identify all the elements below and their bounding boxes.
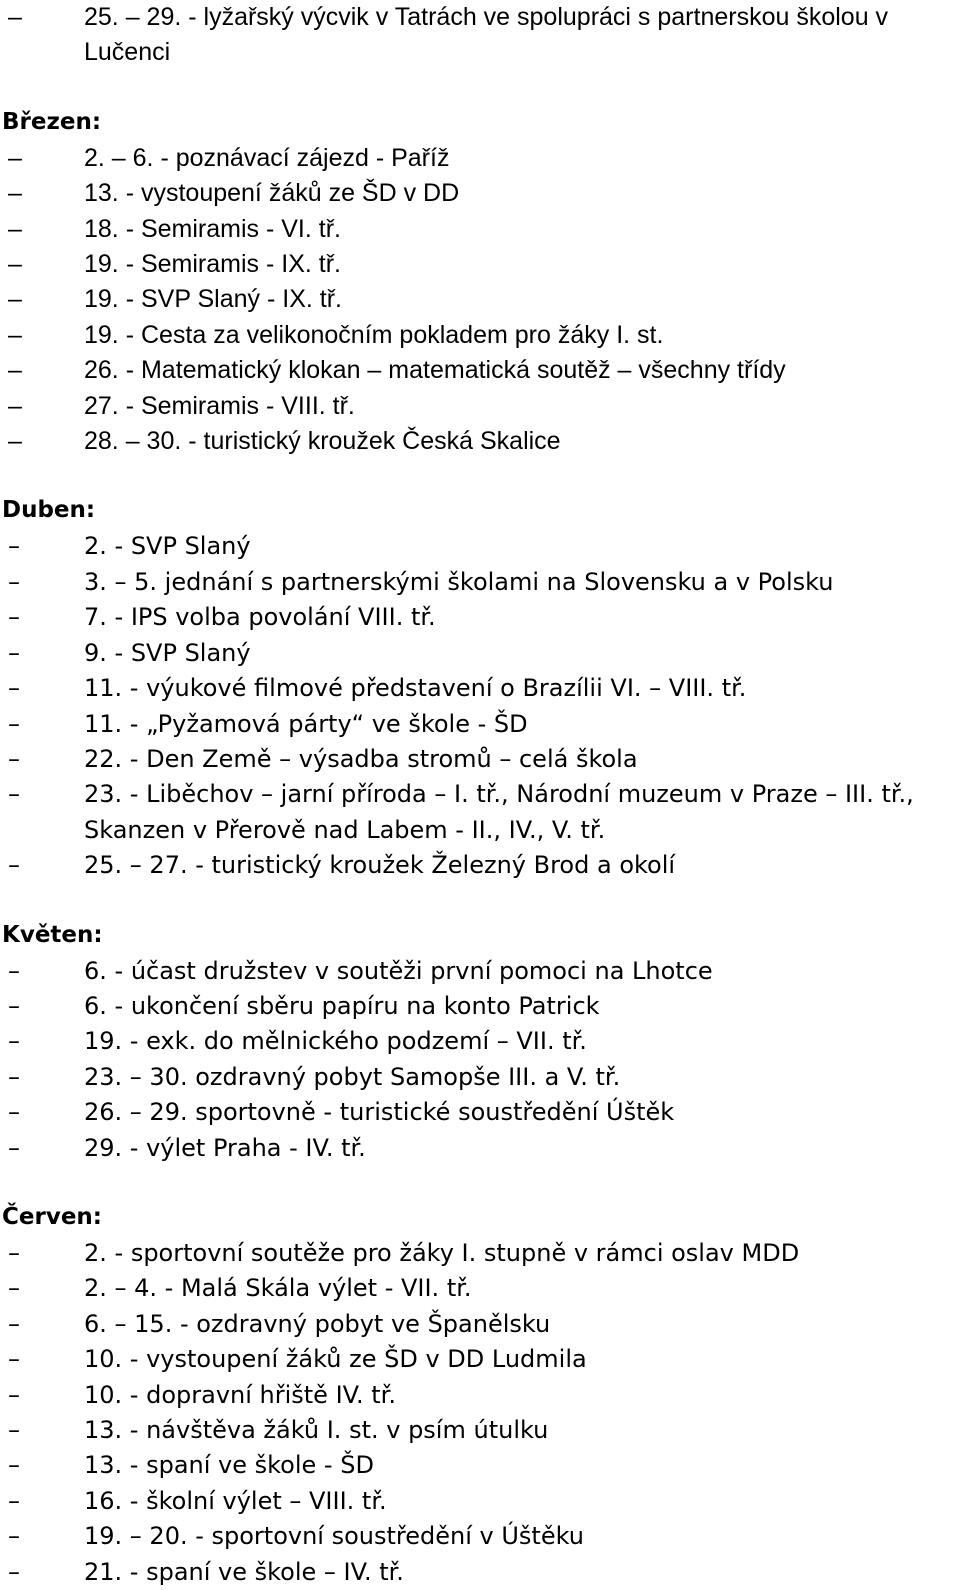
bullet-dash: – <box>8 956 20 985</box>
list-item <box>0 1342 960 1377</box>
bullet-dash: – <box>8 1345 20 1374</box>
section-gap <box>0 459 960 495</box>
bullet-dash: – <box>8 250 22 279</box>
bullet-dash: – <box>8 1238 20 1267</box>
bullet-dash: – <box>8 320 22 349</box>
list-item-text: 26. - Matematický klokan – matematická soutěž – všechny třídy <box>84 356 786 385</box>
list-item-text: 19. – 20. - sportovní soustředění v Úštěku <box>84 1522 584 1551</box>
bullet-dash: – <box>8 1062 20 1091</box>
list-item <box>0 671 960 706</box>
list-item-text: 26. – 29. sportovně - turistické soustředění Úštěk <box>84 1098 675 1127</box>
list-item-text: 11. - výukové filmové představení o Brazílii VI. – VIII. tř. <box>84 674 747 703</box>
bullet-dash: – <box>8 1380 20 1409</box>
bullet-dash: – <box>8 780 20 809</box>
list-item <box>0 1413 960 1448</box>
list-item-text: 7. - IPS volba povolání VIII. tř. <box>84 603 436 632</box>
list-item-text: 18. - Semiramis - VI. tř. <box>84 214 341 243</box>
list-item-text: 2. - SVP Slaný <box>84 532 251 561</box>
list-item <box>0 1271 960 1306</box>
list-item <box>0 1131 960 1166</box>
list-item <box>0 954 960 989</box>
section-heading: Březen: <box>2 108 102 135</box>
list-item-text: 6. - účast družstev v soutěži první pomoci na Lhotce <box>84 956 713 985</box>
bullet-dash: – <box>8 532 20 561</box>
list-item <box>0 1307 960 1342</box>
bullet-dash: – <box>8 1522 20 1551</box>
list-item-text: 23. - Liběchov – jarní příroda – I. tř., Národní muzeum v Praze – III. tř., Skanzen v Přerově nad Labem - II., IV., V. tř. <box>84 780 914 844</box>
bullet-dash: – <box>8 391 22 420</box>
list-item <box>0 600 960 635</box>
list-item <box>0 848 960 883</box>
list-item-text: 25. – 29. - lyžařský výcvik v Tatrách ve spolupráci s partnerskou školou v Lučenci <box>84 3 889 67</box>
list-item-text: 13. - vystoupení žáků ze ŠD v DD <box>84 179 460 208</box>
list-item-text: 6. - ukončení sběru papíru na konto Patrick <box>84 991 600 1020</box>
section <box>0 459 960 883</box>
list-item <box>0 529 960 564</box>
bullet-dash: – <box>8 214 22 243</box>
bullet-dash: – <box>8 427 22 456</box>
list-item <box>0 1095 960 1130</box>
bullet-dash: – <box>8 991 20 1020</box>
list-item <box>0 989 960 1024</box>
bullet-dash: – <box>8 1309 20 1338</box>
list-item-text: 11. - „Pyžamová párty“ ve škole - ŠD <box>84 709 528 738</box>
list-item-text: 13. - návštěva žáků I. st. v psím útulku <box>84 1416 549 1444</box>
bullet-dash: – <box>8 1274 20 1303</box>
list-item <box>0 1484 960 1519</box>
list-item <box>0 1519 960 1554</box>
list-item <box>0 707 960 742</box>
list-item-text: 2. - sportovní soutěže pro žáky I. stupně v rámci oslav MDD <box>84 1238 800 1267</box>
bullet-dash: – <box>8 3 22 31</box>
list-item <box>0 565 960 600</box>
list-item-text: 3. – 5. jednání s partnerskými školami na Slovensku a v Polsku <box>84 567 834 596</box>
bullet-dash: – <box>8 1486 20 1515</box>
list-item-text: 19. - Semiramis - IX. tř. <box>84 250 341 279</box>
list-item <box>0 176 960 211</box>
bullet-dash: – <box>8 744 20 773</box>
list-item <box>0 1378 960 1413</box>
list-item <box>0 247 960 282</box>
bullet-dash: – <box>8 638 20 667</box>
list-item-text: 23. – 30. ozdravný pobyt Samopše III. a V. tř. <box>84 1062 621 1091</box>
bullet-dash: – <box>8 1133 20 1162</box>
section-gap <box>0 884 960 920</box>
bullet-dash: – <box>8 709 20 738</box>
list-item-text: 2. – 6. - poznávací zájezd - Paříž <box>84 143 450 172</box>
list-item <box>0 1060 960 1095</box>
list-item-text: 27. - Semiramis - VIII. tř. <box>84 391 355 420</box>
bullet-dash: – <box>8 674 20 703</box>
list-item <box>0 1236 960 1271</box>
list-item-text: 25. – 27. - turistický kroužek Železný Brod a okolí <box>84 851 676 880</box>
list-item <box>0 424 960 459</box>
section-heading: Červen: <box>2 1203 102 1230</box>
bullet-dash: – <box>8 285 22 314</box>
list-item <box>0 318 960 353</box>
section <box>0 0 960 71</box>
bullet-dash: – <box>8 143 22 172</box>
section-heading: Květen: <box>2 921 103 948</box>
list-item-text: 28. – 30. - turistický kroužek Česká Skalice <box>84 427 561 456</box>
bullet-dash: – <box>8 356 22 385</box>
bullet-dash: – <box>8 1027 20 1056</box>
bullet-dash: – <box>8 567 20 596</box>
list-item <box>0 389 960 424</box>
list-item-text: 2. – 4. - Malá Skála výlet - VII. tř. <box>84 1274 472 1303</box>
bullet-dash: – <box>8 603 20 632</box>
list-item-text: 19. - exk. do mělnického podzemí – VII. tř. <box>84 1027 587 1056</box>
section <box>0 884 960 1166</box>
section-gap <box>0 71 960 107</box>
section-heading: Duben: <box>2 497 96 524</box>
list-item-text: 29. - výlet Praha - IV. tř. <box>84 1133 366 1162</box>
list-item-text: 10. - vystoupení žáků ze ŠD v DD Ludmila <box>84 1345 587 1374</box>
list-item <box>0 282 960 317</box>
list-item-text: 19. - SVP Slaný - IX. tř. <box>84 285 342 314</box>
list-item <box>0 353 960 388</box>
list-item-text: 6. – 15. - ozdravný pobyt ve Španělsku <box>84 1309 551 1338</box>
list-item-text: 19. - Cesta za velikonočním pokladem pro žáky I. st. <box>84 320 664 349</box>
list-item-text: 13. - spaní ve škole - ŠD <box>84 1451 374 1480</box>
list-item-text: 10. - dopravní hřiště IV. tř. <box>84 1380 396 1409</box>
list-item <box>0 742 960 777</box>
list-item <box>0 141 960 176</box>
list-item-text: 9. - SVP Slaný <box>84 638 251 667</box>
list-item <box>0 0 894 71</box>
list-item <box>0 1448 960 1483</box>
list-item-text: 16. - školní výlet – VIII. tř. <box>84 1486 387 1515</box>
list-item <box>0 636 960 671</box>
bullet-dash: – <box>8 1098 20 1127</box>
list-item-text: 21. - spaní ve škole – IV. tř. <box>84 1557 404 1586</box>
section-gap <box>0 1166 960 1202</box>
list-item <box>0 1024 960 1059</box>
section <box>0 71 960 460</box>
bullet-dash: – <box>8 179 22 208</box>
list-item <box>0 777 944 848</box>
list-item <box>0 212 960 247</box>
bullet-dash: – <box>8 1451 20 1480</box>
section <box>0 1166 960 1590</box>
list-item-text: 22. - Den Země – výsadba stromů – celá škola <box>84 744 638 773</box>
bullet-dash: – <box>8 1557 20 1586</box>
bullet-dash: – <box>8 851 20 880</box>
list-item <box>0 1555 960 1590</box>
bullet-dash: – <box>8 1416 20 1444</box>
